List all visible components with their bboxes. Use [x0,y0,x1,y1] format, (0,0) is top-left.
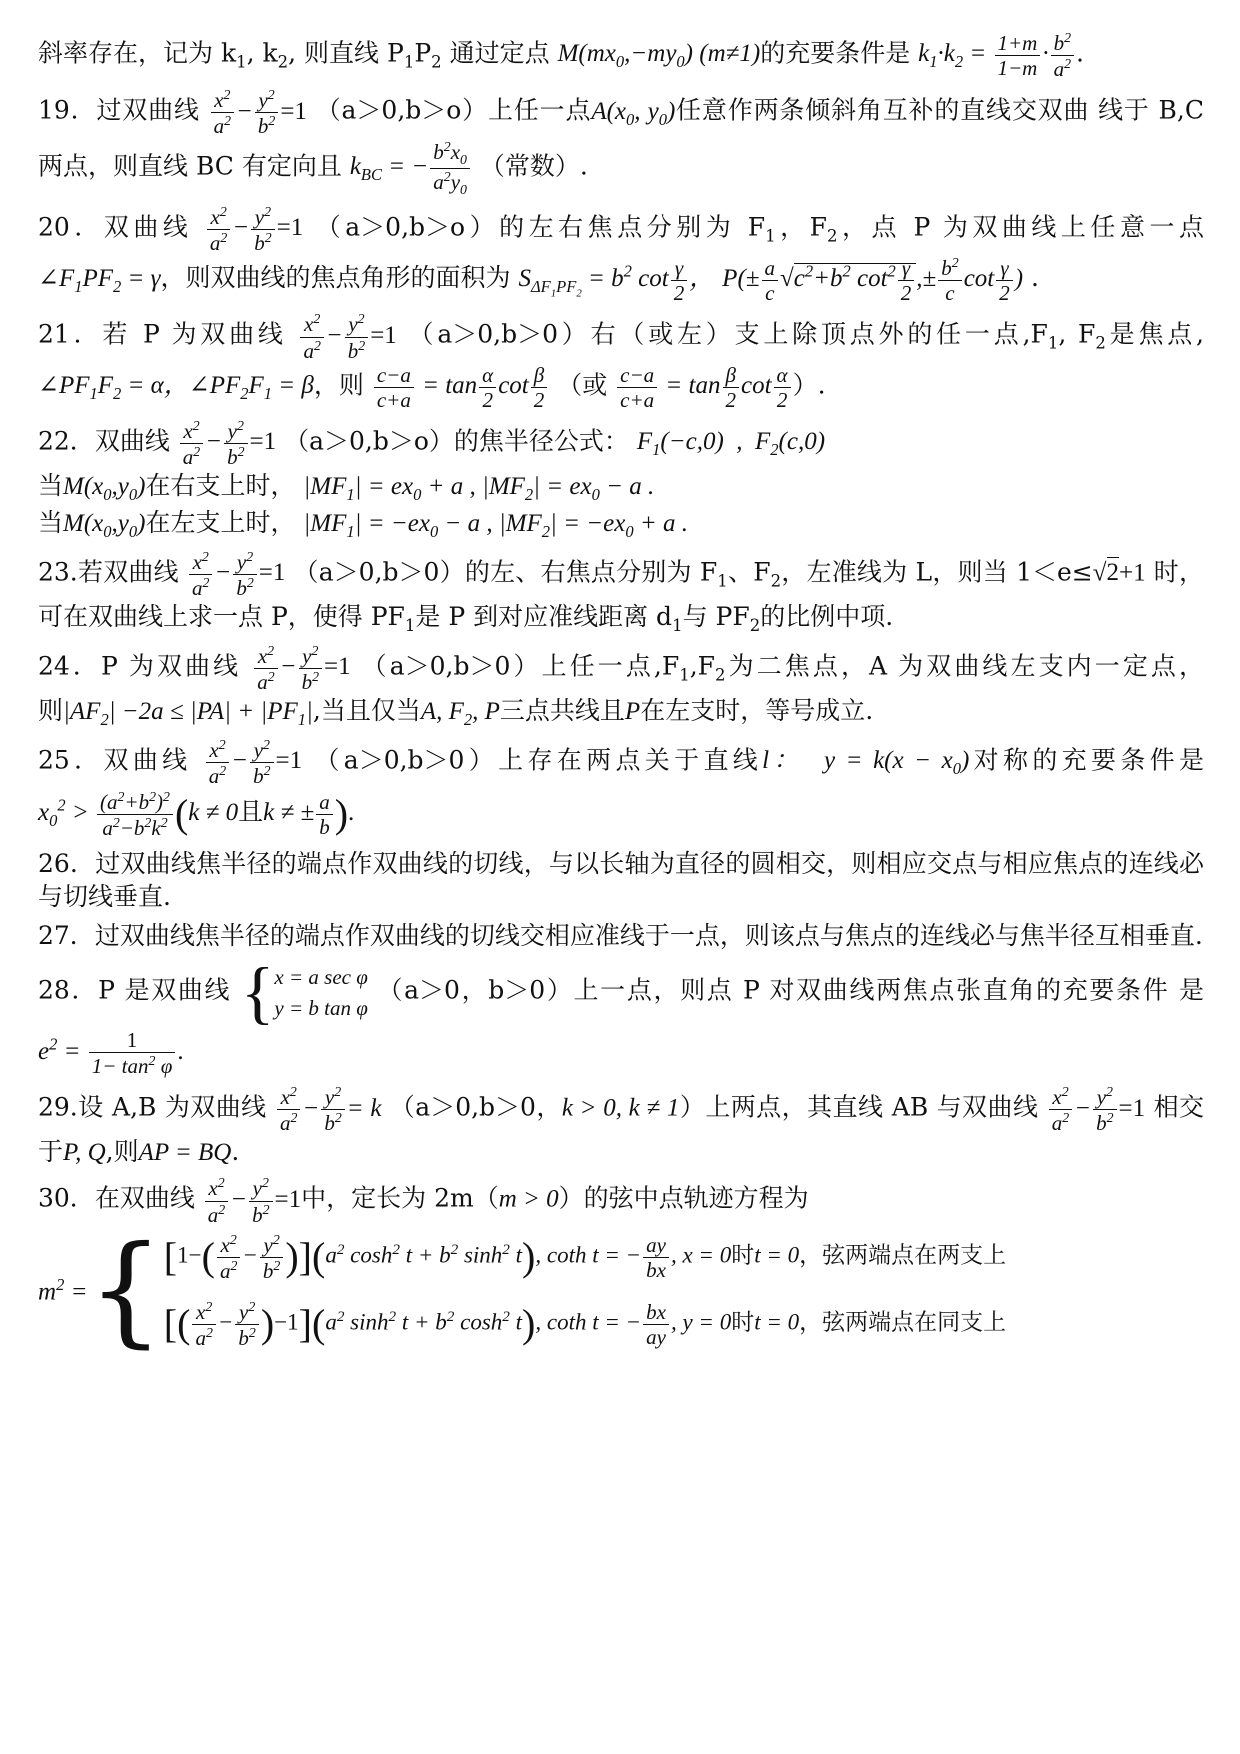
item-number: 19． [38,95,97,125]
paragraph-21: 21．若 P 为双曲线 $\frac{x^2}{a^2}$ − $\frac{y^2}{b^2}$ =1 （a＞0,b＞0）右（或左）支上除顶点外的任一点$,F_1$, $F_2$是焦点, $\angle PF_1F_2 = \alpha$，$\angle PF_2F_1 = \beta$，则 $\frac{c-a}{c+a}$ = tan $\frac{\alpha}{2}$ cot $\frac{\beta}{2}$ （或 $\frac{c-a}{c+a}$ = tan $\frac{\beta}{2}$ cot $\frac{\alpha}{2}$ ）. [38,311,1205,412]
text-run: ，弦两端点在同支上 [799,1309,1007,1335]
formula-point-a: $A(x_0$, $y_0$) [591,97,676,129]
formula-pq: P, Q [63,1139,106,1167]
text-run: 是 [1178,975,1204,1005]
text-run: . [1031,262,1039,292]
text-run: ，则 [313,370,364,400]
text-run: （a＞0,b＞0）上任一点,F [361,651,680,681]
formula-midpoint-locus: $m^2$ = { [1−( $\frac{x^2}{a^2}$ − $\frac{y^2}{b^2}$ )]($a^2$ $\cosh^2 t + b^2$ $\sinh^2 t$), coth t = − $\frac{ay}{bx}$ , x = 0时t = 0，弦两端点在两支上 [( $\frac{x^2}{a^2}$ − $\frac{y^2}{b^2}$ )$-1](a^2$ $\sinh^2 t + b^2$ $\cosh^2 t$), coth t = − $\frac{bx}{ay}$ , y = 0时t = 0，弦两端点在同支上 [38,1220,1007,1360]
text-run: （a＞0，b＞0）上一点，则点 P 对双曲线两焦点张直角的充要条件 [377,975,1170,1005]
text-run: 的比例中项. [760,602,894,632]
formula-area: $S_{\Delta F_1PF_2} = b^2$ cot $\frac{\gamma}{2}$ ， [518,255,715,305]
text-run: 与 PF [682,602,750,632]
formula-points: A, $F_2$, P [420,698,500,730]
text-run: ，左准线为 L，则当 1＜e≤ [781,557,1093,587]
item-number: 23. [38,557,78,587]
paragraph-24: 24．P 为双曲线 $\frac{x^2}{a^2}$ − $\frac{y^2}{b^2}$ =1 （a＞0,b＞0）上任一点$,F_1,F_2$为二焦点，A 为双曲线左支内一定点， 则$|AF_2| -2a \le |PA| + |PF_1|$,当且仅当A, $F_2$, P三点共线且P在左支时，等号成立. [38,642,1205,730]
text-run: P 是双曲线 [98,975,232,1005]
text-run: ，则双曲线的焦点角形的面积为 [160,262,511,292]
formula-eccentricity: $e^2$ = $\frac{1}{1- \tan^2 \varphi}$ . [38,1027,184,1079]
paragraph-25 [38,737,1204,841]
text-run: 双曲线 [103,745,192,775]
formula-hyperbola: $\frac{x^2}{a^2}$ − $\frac{y^2}{b^2}$ =1 [298,322,396,349]
text-run: 相交于 [38,1092,1205,1167]
text-run: 且 [238,799,264,827]
paragraph-20: 20．双曲线 $\frac{x^2}{a^2}$ − $\frac{y^2}{b^2}$ =1 （a＞0,b＞o）的左右焦点分别为 $F_1$，$F_2$，点 P 为双曲线上任意一点 $\angle F_1PF_2 = \gamma$，则双曲线的焦点角形的面积为 $S_{\Delta F_1PF_2} = b^2$ cot $\frac{\gamma}{2}$ ， P(± $\frac{a}{c}$ $√c^2+b^2$ $\cot^2$ $\frac{\gamma}{2}$ ,± $\frac{b^2}{c}$ cot $\frac{\gamma}{2}$ ) . [38,203,1204,306]
text-run: ,F [689,651,716,681]
case-two-branches: [1−( $\frac{x^2}{a^2}$ − $\frac{y^2}{b^2}$ )]($a^2$ $\cosh^2 t + b^2$ $\sinh^2 t$), coth t = − $\frac{ay}{bx}$ , x = 0时t = 0，弦两端点在两支上 [163,1231,1007,1283]
formula-hyperbola-k: $\frac{x^2}{a^2}$ − $\frac{y^2}{b^2}$ = k [275,1095,381,1122]
text-run: （a＞0,b＞0）右（或左）支上除顶点外的任一点,F [408,319,1048,349]
text-run: , k [246,38,278,68]
text-run: ,当且仅当 [312,696,421,726]
text-run: 对称的充要条件是 [969,745,1205,775]
formula-angles: $\angle PF_1F_2 = \alpha$，$\angle PF_2F_1 = \beta$ [38,372,314,404]
paragraph-18-continued: 斜率存在，记为 $k_1$, $k_2$, 则直线 $P_1P_2$ 通过定点 $M(mx_0,-my_0)$ (m≠1)的充要条件是 $k_1\cdot k_2$ = $\frac{1+m}{1-m}$ · $\frac{b^2}{a^2}$ . [38,30,1084,82]
text-run: 时 [731,1309,755,1335]
text-run: 是 P 到对应准线距离 d [415,602,673,632]
text-run: 过双曲线焦半径的端点作双曲线的切线，与以长轴为直径的圆相交，则相应交点与相应焦点的连线必与切线垂直. [38,848,1205,911]
item-number: 21． [38,319,103,349]
formula-tan-cot-2: $\frac{c-a}{c+a}$ = tan $\frac{\beta}{2}$ cot $\frac{\alpha}{2}$ [615,372,792,399]
text-run: ）. [792,370,826,400]
formula-hyperbola: $\frac{x^2}{a^2}$ − $\frac{y^2}{b^2}$ =1 [205,214,303,241]
formula-left-branch: $|MF_1| = -ex_0 - a$ , $|MF_2| = -ex_0 + a$ . [303,509,688,541]
text-run: 当 [38,507,64,537]
text-run: P [414,38,432,68]
text-run: （a＞0,b＞o）的左右焦点分别为 F [315,212,766,242]
item-number: 22． [38,426,95,456]
text-run: 若双曲线 [77,557,179,587]
item-number: 30． [38,1183,95,1213]
formula-ap-bq: AP = BQ [138,1139,232,1167]
paragraph-28 [38,953,1204,1079]
formula-hyperbola: $\frac{x^2}{a^2}$ − $\frac{y^2}{b^2}$ =1 [1047,1095,1145,1122]
formula-hyperbola: $\frac{x^2}{a^2}$ − $\frac{y^2}{b^2}$ =1 [178,428,276,455]
formula-hyperbola: $\frac{x^2}{a^2}$ − $\frac{y^2}{b^2}$ =1 [252,653,350,680]
text-run: , 则直线 P [288,38,404,68]
item-number: 24． [38,651,101,681]
text-run: 设 A,B 为双曲线 [77,1092,267,1122]
formula-parametric: { x = a sec φ y = b tan φ [240,953,368,1031]
text-run: 、F [727,557,771,587]
text-run: （常数）. [479,150,588,180]
text-run: ，点 P 为双曲线上任意一点 [837,212,1204,242]
formula-foci: $F_1(-c,0)$ , $F_2(c,0)$ [636,428,826,460]
item-number: 20． [38,212,104,242]
case-same-branch: [( $\frac{x^2}{a^2}$ − $\frac{y^2}{b^2}$ )$-1](a^2$ $\sinh^2 t + b^2$ $\cosh^2 t$), coth t = − $\frac{bx}{ay}$ , y = 0时t = 0，弦两端点在同支上 [163,1298,1007,1350]
formula-inequality: $|AF_2| -2a \le |PA| + |PF_1|$ [63,698,313,730]
text-run: , F [1058,319,1096,349]
text-run: 在左支上时， [145,507,296,537]
text-run: 为二焦点，A 为双曲线左支内一定点， [725,651,1205,681]
text-run: 过双曲线 [96,95,200,125]
text-run: 在左支时，等号成立. [640,696,874,726]
paragraph-27 [38,919,1204,952]
formula-slope-product: $k_1\cdot k_2$ = $\frac{1+m}{1-m}$ · $\frac{b^2}{a^2}$ [918,40,1076,67]
text-run: 时 [731,1242,755,1268]
text-run: ，弦两端点在两支上 [799,1242,1007,1268]
formula-x0-condition: $x_0^2$ > $\frac{(a^2+b^2)^2}{a^2-b^2k^2}$ (k ≠ 0且k ≠ ± $\frac{a}{b}$ ). [38,788,355,841]
text-run: （a＞0,b＞0）上存在两点关于直线 [314,745,763,775]
text-run: 三点共线且 [499,696,625,726]
text-run: 线于 B,C 两点，则直线 BC 有定向且 [38,95,1204,180]
text-run: 的充要条件是 [760,38,911,68]
paragraph-22 [38,418,1204,543]
text-run: ）的弦中点轨迹方程为 [558,1183,809,1213]
text-run: 双曲线 [103,212,193,242]
formula-point-m: $M(x_0,y_0)$ [63,509,146,541]
text-run: （或 [557,370,608,400]
text-run: 在双曲线 [94,1183,195,1213]
text-run: 任意作两条倾斜角互补的直线交双曲 [675,95,1090,125]
formula-hyperbola: $\frac{x^2}{a^2}$ − $\frac{y^2}{b^2}$ =1 [204,747,302,774]
formula-fixed-point: $M(mx_0,-my_0)$ (m≠1) [557,40,761,72]
item-number: 28． [38,975,99,1005]
formula-tan-cot-1: $\frac{c-a}{c+a}$ = tan $\frac{\alpha}{2}$ cot $\frac{\beta}{2}$ [372,372,549,399]
text-run: 若 P 为双曲线 [102,319,287,349]
formula-right-branch: $|MF_1| = ex_0 + a$ , $|MF_2| = ex_0 - a$ . [303,473,655,505]
text-run: 时，可在双曲线上求一点 P，使得 PF [38,557,1204,632]
text-run: 当 [38,471,64,501]
text-run: ,则 [105,1137,139,1167]
formula-k-cond: k > 0, k ≠ 1 [561,1094,680,1122]
formula-p: P [624,698,641,726]
item-number: 26． [38,848,96,878]
item-number: 29. [38,1092,78,1122]
text-run: 过双曲线焦半径的端点作双曲线的切线交相应准线于一点，则该点与焦点的连线必与焦半径互相垂直. [94,920,1203,950]
text-run: （a＞0,b＞o）的焦半径公式： [284,426,629,456]
text-run: 在右支上时， [145,471,296,501]
text-run: 则 [38,696,64,726]
text-run: 双曲线 [94,426,170,456]
paragraph-29: 29.设 A,B 为双曲线 $\frac{x^2}{a^2}$ − $\frac{y^2}{b^2}$ = k （a＞0,b＞0，k > 0, k ≠ 1）上两点，其直线 AB 与双曲线 $\frac{x^2}{a^2}$ − $\frac{y^2}{b^2}$ =1 相交于P, Q,则AP = BQ. [38,1084,1205,1167]
text-run: （a＞0,b＞0， [389,1092,562,1122]
paragraph-30 [38,1175,1204,1360]
formula-m-positive: m > 0 [498,1185,559,1213]
formula-hyperbola: $\frac{x^2}{a^2}$ − $\frac{y^2}{b^2}$ =1 [209,98,307,125]
formula-hyperbola: $\frac{x^2}{a^2}$ − $\frac{y^2}{b^2}$ =1 [203,1186,301,1213]
text-run: 通过定点 [449,38,550,68]
item-number: 25． [38,745,104,775]
paragraph-23: 23.若双曲线 $\frac{x^2}{a^2}$ − $\frac{y^2}{b^2}$ =1 （a＞0,b＞0）的左、右焦点分别为 $F_1$、$F_2$，左准线为 L，则当 1＜e≤√2+1 时，可在双曲线上求一点 P，使得 $PF_1$是 P 到对应准线距离 $d_1$与 $PF_2$的比例中项. [38,548,1204,636]
formula-sqrt2-plus1: √2+1 [1092,559,1146,587]
formula-hyperbola: $\frac{x^2}{a^2}$ − $\frac{y^2}{b^2}$ =1 [187,559,285,586]
paragraph-19 [38,87,1204,198]
formula-point-m: $M(x_0,y_0)$ [63,473,146,505]
formula-kbc: $k_{BC}$ = − $\frac{b^2x_0}{a^2y_0}$ [350,153,472,180]
formula-line-l: l： $y = k(x - x_0)$ [762,747,970,779]
text-run: P 为双曲线 [101,651,242,681]
text-run: ，F [775,212,827,242]
text-run: ）上两点，其直线 AB 与双曲线 [679,1092,1039,1122]
paragraph-26 [38,847,1204,913]
formula-point-p: P(± $\frac{a}{c}$ $√c^2+b^2$ $\cot^2$ $\frac{\gamma}{2}$ ,± $\frac{b^2}{c}$ cot $\frac{\gamma}{2}$ ) [722,255,1024,306]
item-number: 27． [38,920,95,950]
text-run: 斜率存在，记为 k [38,38,237,68]
text-run: （a＞0,b＞0）的左、右焦点分别为 F [293,557,718,587]
text-run: 中，定长为 2m（ [301,1183,499,1213]
formula-angle-gamma: $\angle F_1PF_2 = \gamma$ [38,264,161,296]
text-run: 是焦点, [1105,319,1205,349]
text-run: （a＞0,b＞o）上任一点 [315,95,592,125]
